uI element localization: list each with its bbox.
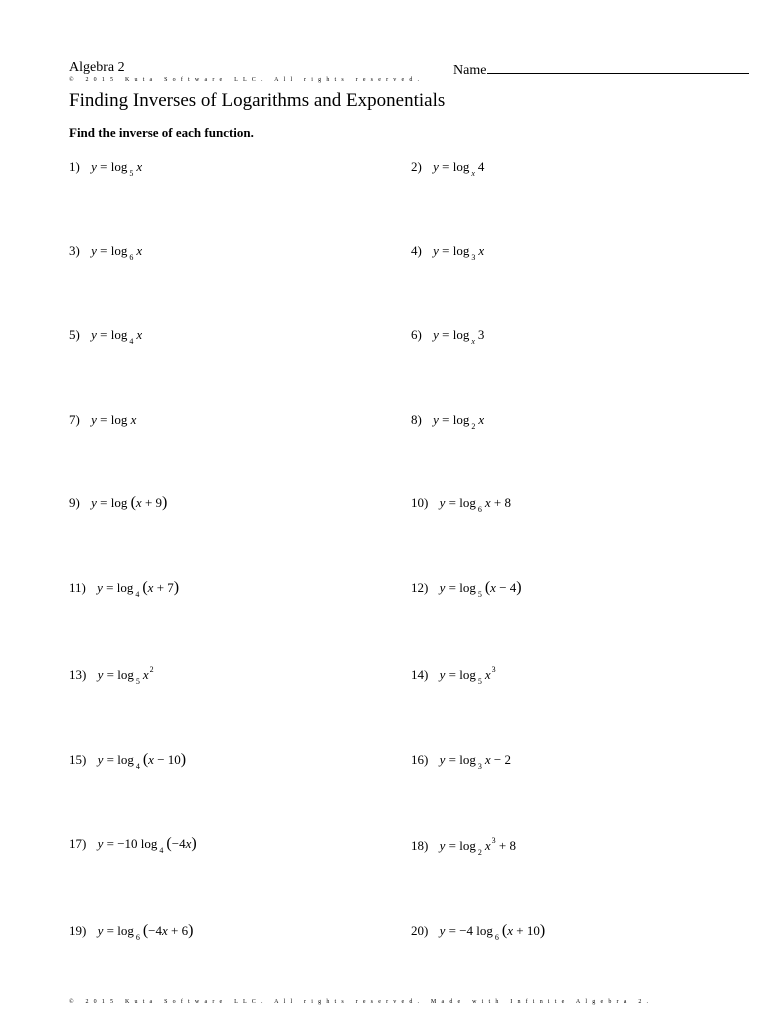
problem-number: 20) [411, 923, 429, 938]
problem-number: 8) [411, 412, 422, 427]
problem-number: 3) [69, 243, 80, 258]
problem-number: 4) [411, 243, 422, 258]
problem-19 [69, 922, 194, 942]
problem-10 [411, 495, 511, 514]
problem-20 [411, 922, 546, 942]
problem-number: 13) [69, 667, 87, 682]
problem-number: 7) [69, 412, 80, 427]
problem-12 [411, 579, 522, 599]
footer-copyright: © 2015 Kuta Software LLC. All rights reserved. Made with Infinite Algebra 2. [69, 999, 654, 1005]
problem-number: 11) [69, 580, 86, 595]
problem-number: 15) [69, 752, 87, 767]
problem-5 [69, 327, 143, 346]
course-title: Algebra 2 [69, 60, 125, 75]
problem-number: 10) [411, 495, 429, 510]
problem-16 [411, 752, 511, 771]
problem-number: 12) [411, 580, 429, 595]
problem-equation: y = log $_5$ $x^3$ [439, 665, 496, 686]
problem-3 [69, 243, 143, 262]
problem-11 [69, 579, 180, 599]
problem-13 [69, 665, 154, 686]
problem-equation: y = log $_4$ (x + 7) [97, 579, 180, 599]
problem-number: 1) [69, 159, 80, 174]
worksheet-title: Finding Inverses of Logarithms and Exponentials [69, 90, 446, 111]
copyright-notice: © 2015 Kuta Software LLC. All rights reserved. [69, 77, 425, 83]
name-blank-line[interactable] [487, 60, 749, 74]
problem-equation: y = log $_3$ x − 2 [439, 752, 511, 771]
problem-2 [411, 159, 485, 178]
problem-number: 18) [411, 838, 429, 853]
problem-18 [411, 836, 516, 857]
problem-number: 6) [411, 327, 422, 342]
problem-equation: y = log $_x$ 3 [433, 327, 485, 346]
problem-equation: y = log $_4$ (x − 10) [97, 751, 187, 771]
problem-9 [69, 495, 167, 511]
problem-number: 16) [411, 752, 429, 767]
name-field[interactable] [453, 60, 749, 79]
problem-number: 9) [69, 495, 80, 510]
problem-equation: y = log $_5$ (x − 4) [439, 579, 522, 599]
problem-15 [69, 751, 187, 771]
problem-number: 5) [69, 327, 80, 342]
problem-equation: y = log $_4$ x [91, 327, 143, 346]
problem-equation: y = log $_6$ x + 8 [439, 495, 511, 514]
problem-equation: y = log $_2$ x [433, 412, 485, 431]
problem-number: 14) [411, 667, 429, 682]
problem-number: 2) [411, 159, 422, 174]
problem-number: 19) [69, 923, 87, 938]
problem-8 [411, 412, 485, 431]
problem-equation: y = log $_2$ $x^3 + 8$ [439, 836, 516, 857]
problem-equation: y = log $_5$ $x^2$ [97, 665, 154, 686]
problem-equation: y = log x [91, 412, 137, 427]
problem-17 [69, 835, 197, 855]
problem-equation: y = −4 log $_6$ (x + 10) [439, 922, 546, 942]
problem-1 [69, 159, 143, 178]
name-label: Name [453, 63, 487, 78]
problem-equation: y = log (x + 9) [91, 494, 168, 511]
instructions: Find the inverse of each function. [69, 125, 254, 140]
problem-equation: y = log $_6$ (−4x + 6) [97, 922, 194, 942]
problem-7 [69, 412, 136, 428]
problem-number: 17) [69, 836, 87, 851]
problem-14 [411, 665, 496, 686]
problem-equation: y = log $_5$ x [91, 159, 143, 178]
problem-equation: y = log $_6$ x [91, 243, 143, 262]
problem-equation: y = log $_3$ x [433, 243, 485, 262]
problem-6 [411, 327, 485, 346]
problem-equation: y = −10 log $_4$ (−4x) [97, 835, 197, 855]
problem-4 [411, 243, 485, 262]
problem-equation: y = log $_x$ 4 [433, 159, 485, 178]
